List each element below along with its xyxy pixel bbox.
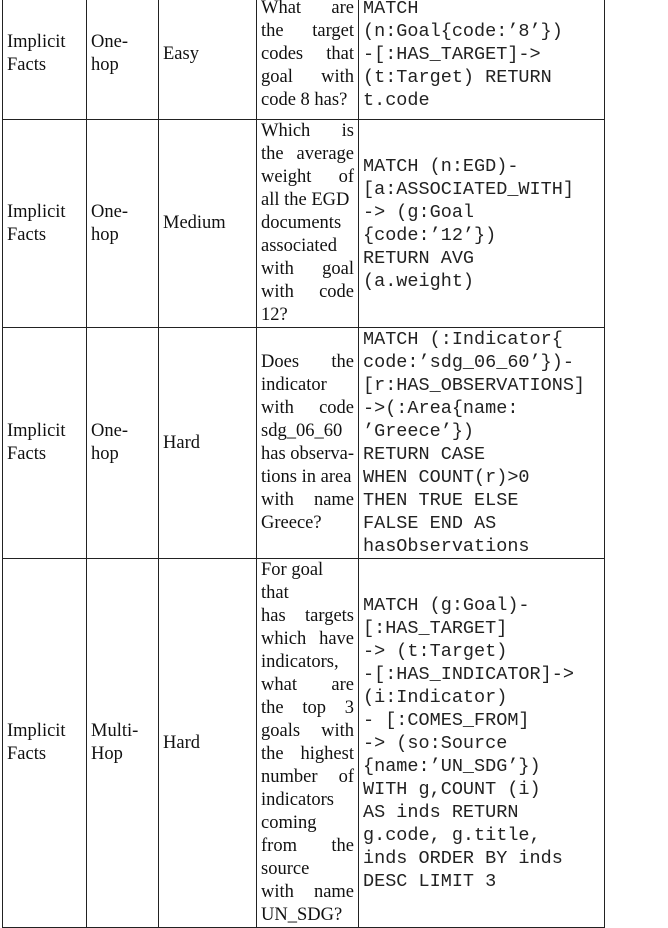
question-word: targets — [305, 606, 354, 626]
type-cell-line: Implicit — [7, 201, 66, 222]
question-word: the — [261, 144, 284, 164]
question-word: are — [331, 0, 354, 18]
cypher-cell-line: hasObservations — [363, 536, 530, 557]
question-word: with — [261, 490, 294, 510]
question-word: number — [261, 767, 318, 787]
question-word: indicators — [261, 790, 334, 810]
cypher-cell-line: AS inds RETURN — [363, 801, 519, 823]
query-examples-table — [2, 0, 605, 928]
question-word: has observa- — [261, 444, 354, 464]
cypher-cell-line: WITH g,COUNT (i) — [363, 778, 541, 800]
question-line — [261, 605, 354, 628]
question-line — [261, 143, 354, 166]
type-cell — [3, 328, 87, 559]
hops-cell-line: hop — [91, 55, 119, 75]
difficulty-cell: Medium — [159, 120, 257, 328]
cypher-cell-line: -[:HAS_INDICATOR]-> — [363, 663, 574, 685]
question-line — [261, 420, 354, 443]
question-word: from — [261, 836, 297, 856]
cypher-cell-line: FALSE END AS — [363, 513, 497, 534]
table-row — [3, 559, 605, 928]
question-line — [261, 651, 354, 674]
cypher-cell-line: WHEN COUNT(r)>0 — [363, 467, 530, 488]
question-word: the — [261, 744, 284, 764]
cypher-cell — [359, 559, 605, 928]
question-word: code 8 has? — [261, 89, 348, 110]
question-line — [261, 559, 354, 605]
question-line — [261, 812, 354, 835]
question-word: What — [261, 0, 302, 18]
question-word: 3 — [344, 698, 354, 718]
type-cell — [3, 120, 87, 328]
difficulty-cell: Easy — [159, 0, 257, 120]
question-word: goal — [261, 66, 293, 87]
type-cell-line: Facts — [7, 224, 47, 245]
hops-cell-line: Hop — [91, 744, 123, 764]
question-word: codes — [261, 43, 304, 64]
hops-cell-line: One- — [91, 201, 128, 222]
question-word: indicator — [261, 375, 327, 395]
cypher-cell-line: g.code, g.title, — [363, 824, 541, 846]
cypher-cell-line: {name:’UN_SDG’}) — [363, 755, 541, 777]
cypher-cell-line: RETURN CASE — [363, 444, 486, 465]
question-line — [261, 397, 354, 420]
question-cell — [257, 120, 359, 328]
question-word: name — [313, 490, 354, 510]
question-word: the — [331, 352, 354, 372]
cypher-cell-line: MATCH (n:EGD)- — [363, 155, 519, 177]
question-line — [261, 697, 354, 720]
question-cell — [257, 328, 359, 559]
question-line — [261, 443, 354, 466]
question-word: has — [261, 606, 286, 626]
question-word: of — [338, 767, 354, 787]
question-line — [261, 212, 354, 235]
cypher-cell-line: (t:Target) RETURN — [363, 66, 552, 88]
question-line — [261, 120, 354, 143]
question-word: have — [319, 629, 354, 649]
question-line — [261, 789, 354, 812]
question-word: source — [261, 859, 310, 879]
question-word: associated — [261, 236, 338, 256]
question-line — [261, 66, 354, 89]
question-line — [261, 189, 354, 212]
question-word: For goal that — [261, 560, 324, 603]
difficulty-cell: Hard — [159, 328, 257, 559]
question-line — [261, 89, 354, 112]
question-word: the — [331, 836, 354, 856]
question-word: all the EGD — [261, 190, 350, 210]
question-word: are — [331, 675, 354, 695]
question-line — [261, 258, 354, 281]
question-word: of — [338, 167, 354, 187]
cypher-cell-line: (a.weight) — [363, 270, 475, 292]
type-cell-line: Implicit — [7, 721, 66, 741]
question-word: with — [261, 398, 294, 418]
question-line — [261, 466, 354, 489]
question-word: with — [261, 282, 294, 302]
hops-cell — [87, 0, 159, 120]
cypher-cell-line: code:’sdg_06_60’})- — [363, 352, 574, 373]
question-word: sdg_06_60 — [261, 421, 343, 441]
question-line — [261, 674, 354, 697]
cypher-cell-line: MATCH (g:Goal)- — [363, 594, 530, 616]
cypher-cell-line: t.code — [363, 89, 430, 111]
question-line — [261, 835, 354, 858]
cypher-cell-line: - [:COMES_FROM] — [363, 709, 530, 731]
table-row — [3, 328, 605, 559]
cypher-cell-line: (n:Goal{code:’8’}) — [363, 20, 563, 42]
question-line — [261, 20, 354, 43]
question-word: the — [261, 698, 284, 718]
cypher-cell-line: (i:Indicator) — [363, 686, 508, 708]
question-word: code — [319, 282, 354, 302]
cypher-cell — [359, 0, 605, 120]
question-word: Which — [261, 121, 311, 141]
hops-cell — [87, 559, 159, 928]
hops-cell — [87, 328, 159, 559]
cypher-cell-line: THEN TRUE ELSE — [363, 490, 519, 511]
cypher-cell-line: ->(:Area{name: — [363, 398, 519, 419]
question-word: with — [321, 721, 354, 741]
type-cell — [3, 0, 87, 120]
cypher-cell-line: ’Greece’}) — [363, 421, 475, 442]
type-cell-line: Implicit — [7, 421, 66, 441]
question-word: with — [261, 259, 294, 279]
cypher-cell-line: [:HAS_TARGET] — [363, 617, 508, 639]
cypher-cell-line: -> (t:Target) — [363, 640, 508, 662]
question-word: Greece? — [261, 513, 322, 533]
question-line — [261, 743, 354, 766]
question-line — [261, 166, 354, 189]
cypher-cell-line: {code:’12’}) — [363, 224, 497, 246]
question-word: that — [326, 43, 354, 64]
hops-cell-line: hop — [91, 224, 119, 245]
question-word: is — [341, 121, 354, 141]
question-line — [261, 512, 354, 535]
question-word: highest — [300, 744, 354, 764]
question-word: what — [261, 675, 297, 695]
hops-cell-line: One- — [91, 421, 128, 441]
question-word: name — [313, 882, 354, 902]
cypher-cell-line: -> (so:Source — [363, 732, 508, 754]
question-line — [261, 858, 354, 881]
question-word: weight — [261, 167, 312, 187]
table-row — [3, 0, 605, 120]
cypher-cell-line: MATCH (:Indicator{ — [363, 329, 563, 350]
table-body — [3, 0, 605, 928]
hops-cell — [87, 120, 159, 328]
question-word: with — [261, 882, 294, 902]
question-word: tions in area — [261, 467, 352, 487]
cypher-cell — [359, 328, 605, 559]
question-word: which — [261, 629, 307, 649]
question-cell — [257, 559, 359, 928]
hops-cell-line: Multi- — [91, 721, 139, 741]
question-line — [261, 720, 354, 743]
question-word: 12? — [261, 305, 288, 325]
type-cell-line: Facts — [7, 444, 47, 464]
question-line — [261, 0, 354, 20]
question-word: the — [261, 20, 284, 41]
hops-cell-line: hop — [91, 444, 119, 464]
question-cell — [257, 0, 359, 120]
question-word: goal — [322, 259, 354, 279]
cypher-cell-line: -[:HAS_TARGET]-> — [363, 43, 541, 65]
question-word: goals — [261, 721, 301, 741]
question-word: Does — [261, 352, 300, 372]
question-line — [261, 489, 354, 512]
difficulty-cell: Hard — [159, 559, 257, 928]
question-word: documents — [261, 213, 342, 233]
cypher-cell-line: -> (g:Goal — [363, 201, 475, 223]
question-line — [261, 374, 354, 397]
question-word: average — [296, 144, 354, 164]
type-cell — [3, 559, 87, 928]
type-cell-line: Implicit — [7, 32, 66, 52]
question-line — [261, 304, 354, 327]
hops-cell-line: One- — [91, 32, 128, 52]
question-word: with — [321, 66, 354, 87]
question-word: code — [319, 398, 354, 418]
question-word: target — [312, 20, 354, 41]
type-cell-line: Facts — [7, 744, 47, 764]
type-cell-line: Facts — [7, 55, 47, 75]
cypher-cell — [359, 120, 605, 328]
question-line — [261, 628, 354, 651]
cypher-cell-line: RETURN AVG — [363, 247, 475, 269]
question-word: indicators, — [261, 652, 339, 672]
question-line — [261, 281, 354, 304]
cypher-cell-line: inds ORDER BY inds — [363, 847, 563, 869]
question-line — [261, 904, 354, 927]
question-line — [261, 235, 354, 258]
cypher-cell-line: MATCH — [363, 0, 419, 19]
question-line — [261, 881, 354, 904]
question-line — [261, 43, 354, 66]
question-word: UN_SDG? — [261, 905, 343, 925]
question-line — [261, 766, 354, 789]
cypher-cell-line: [r:HAS_OBSERVATIONS] — [363, 375, 586, 396]
cypher-cell-line: DESC LIMIT 3 — [363, 870, 497, 892]
question-word: top — [302, 698, 326, 718]
question-line — [261, 351, 354, 374]
cypher-cell-line: [a:ASSOCIATED_WITH] — [363, 178, 574, 200]
table-row — [3, 120, 605, 328]
question-word: coming — [261, 813, 317, 833]
